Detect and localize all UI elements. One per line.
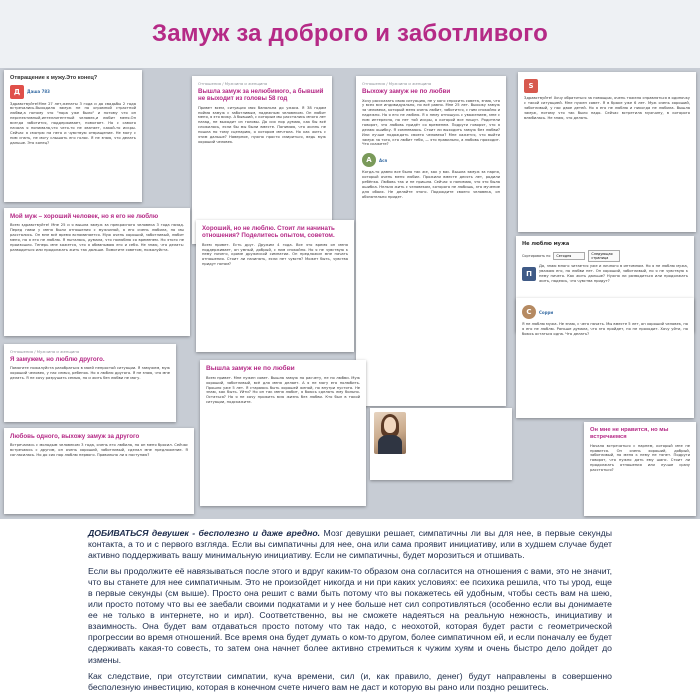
expert-photo bbox=[374, 412, 406, 454]
post-body: Хочу рассказать свою ситуацию, не у кого спросить совета, знаю, что у всех все индивидуально, но всё равно. Мне 25 лет. Выхожу замуж за человека, который меня очень любит, заботится, с ним спокойно и надежно. Но я его не люблю. Я к нему отношусь с уважением, мне с ним интересно, но нет той искры, о которой все пишут. Родители говорят, что любовь придёт со временем. Подруги говорят, что я делаю ошибку. Я сомневаюсь. Стоит ли выходить замуж без любви? Или лучше подождать своего человека? Мне кажется, что выйти замуж за того, кто любит тебя, — это правильно, а любовь проходит. Что скажете? bbox=[362, 98, 500, 147]
avatar: Д bbox=[10, 85, 24, 99]
post-card-married-not-love[interactable] bbox=[200, 360, 366, 506]
paragraph-3: Как следствие, при отсутствии симпатии, куча времени, сил (и, как правило, денег) будут направлены в совершенно бесполезную инвестицию, которая в конечном счете ничего вам не даст и которую вы рано или поздно решитесь. bbox=[88, 670, 612, 692]
post-body: Привет всем, ситуация моя банальна до ужаса. Я 38 годам пойма замуж с заботливым, надежным человеком. Он любит меня, я это вижу. А бывший, с которым мы расстались много лет назад, не выходит из головы. До сих пор думаю, как бы всё сложилось, если бы мы были вместе. Понимаю, что жизнь не пошла по тому сценарию, о котором мечтала. Но как жить с этим дальше? Наверное, нужно просто смириться, ведь муж хороший человек. bbox=[198, 105, 326, 144]
post-title[interactable]: Я замужем, но люблю другого. bbox=[10, 356, 105, 363]
post-body: Всем здравствуйте! Мне 25 и я вышла замуж за прекрасного человека 3 года назад. Перед нами у меня были отношения с мужчиной, я его очень любила, но мы расстались. Он мне всё время вспоминается. Муж очень хороший, заботливый, любит меня, но я его не люблю. Я пыталась, думала, что полюблю со временем. Но этого не произошло. Теперь мне кажется, что я обманываю его и себя. Не знаю, что делать: разводиться или продолжать жить так дальше. Помогите советом, пожалуйста. bbox=[10, 223, 184, 252]
sort-label: Сортировать по bbox=[522, 254, 551, 258]
avatar: С bbox=[522, 305, 536, 319]
post-title[interactable]: Не люблю мужа bbox=[522, 241, 570, 247]
article-text bbox=[0, 519, 700, 699]
post-card-love-another[interactable] bbox=[4, 344, 176, 422]
post-body: Я не люблю мужа. Не знаю, с чего начать. Мы вместе 5 лет, он хороший человек, но я его не люблю. Раньше думала, что это пройдет, но не проходит. Хочу уйти, но боюсь остаться одна. Что делать? bbox=[522, 322, 688, 336]
post-title[interactable]: Вышла замуж за нелюбимого, а бывший не выходит из головы 58 год bbox=[198, 88, 324, 103]
post-title[interactable]: Хороший, но не люблю. Стоит ли начинать отношения? Поделитесь опытом, советом. bbox=[202, 225, 335, 240]
post-title[interactable]: Мой муж – хороший человек, но я его не люблю bbox=[10, 213, 159, 220]
header-banner bbox=[0, 0, 700, 68]
author-name[interactable]: Даша 783 bbox=[27, 89, 50, 95]
post-body: Всем привет. Есть друг. Дружим 4 года. Все это время он меня поддерживает, он умный, добрый, с ним спокойно. Но я не чувствую к нему ничего, кроме дружеской симпатии. Он предложил мне начать отношения. Стоит ли начинать, если нет чувств? Может быть, чувства придут потом? bbox=[202, 242, 348, 267]
post-body: Встречалась с молодым человеком 3 года, очень его любила, но он меня бросил. Сейчас встречаюсь с другим, он очень хороший, заботливый, сделал мне предложение. Я согласилась. Но до сих пор люблю первого. Правильно ли я поступаю? bbox=[10, 443, 188, 458]
screenshot-collage bbox=[0, 68, 700, 519]
post-author bbox=[522, 305, 688, 319]
post-author bbox=[10, 85, 136, 99]
comment-body: Когда-то давно все было так же, как у вас. Вышла замуж за парня, который очень меня любил. Прожили вместе десять лет, родили ребёнка. Любовь так и не пришла. Сейчас я понимаю, что это была ошибка. Нельзя жить с человеком, которого не любишь, это мучение для обоих. Не делайте этого. Подождите своего человека, он обязательно придет. bbox=[362, 170, 500, 199]
post-body: Начала встречаться с парнем, который мне не нравится. Он очень хороший, добрый, заботливый, но меня к нему не тянет. Подруги говорят, что нужно дать ему шанс. Стоит ли продолжать отношения или лучше сразу расстаться? bbox=[590, 443, 690, 473]
page-title: Замуж за доброго и заботливого bbox=[152, 20, 548, 47]
sort-select[interactable]: Сегодня bbox=[553, 252, 585, 260]
avatar: S bbox=[524, 79, 538, 93]
post-category[interactable]: Отношения / Мужчина и женщина bbox=[10, 349, 80, 354]
post-title[interactable]: Он мне не нравится, но мы встречаемся bbox=[590, 427, 669, 440]
post-title[interactable]: Любовь одного, выхожу замуж за другого bbox=[10, 433, 140, 440]
sort-controls bbox=[522, 250, 688, 262]
post-category[interactable]: Отношения / Мужчина и женщина bbox=[198, 81, 268, 86]
post-title[interactable]: Выхожу замуж не по любви bbox=[362, 88, 451, 95]
paragraph-2: Если вы продолжите её навязываться после этого и вдруг каким-то образом она согласится на отношения с вами, это не значит, что вы станете для нее симпатичным. Это не произойдет никогда и ни при каких условиях: ее психика решила, что ты урод, еще в первые секунды (см выше). Просто она решит с вами быть потому что вы покажетесь ей удобным, чтобы сесть вам на шею, или просто потому что вы ее заебали своими подкатами и у нее больше нет сил сопротивляться (особенно если вы донимаете ее не только в интернете, но и ирл). Соответственно, вы не сможете надеяться на реальную нежность, инициативу и взаимность. Она будет вам отдаваться просто потому что так надо, с неохотой, которая будет расти с геометрической прогрессии во время отношений. Все время она будет думать о ком-то другом, более симпатичном ей, и если поначалу ее будет сдерживать какая-то совесть, то затем она начнет более активно стремиться к чужим хуям и очень быстро дело дойдет до измены. bbox=[88, 566, 612, 665]
post-body: Да, знаю много читается уже и личного в интимном. Но я не люблю мужа, уважаю его, но любви нет. Он хороший, заботливый, но я не чувствую к нему ничего. Как жить дальше? Нужно ли разводиться или продолжать жить, надеясь, что чувства придут? bbox=[539, 264, 688, 283]
avatar: П bbox=[522, 267, 536, 281]
post-card-good-man[interactable] bbox=[4, 208, 190, 336]
page-select[interactable]: Следующая страница bbox=[588, 250, 620, 262]
post-card-love-one[interactable] bbox=[4, 428, 194, 514]
post-author bbox=[524, 79, 690, 93]
post-card-help-request[interactable] bbox=[518, 72, 696, 232]
post-title[interactable]: Отвращение к мужу.Это конец? bbox=[10, 75, 98, 81]
post-card-should-start[interactable] bbox=[196, 220, 354, 352]
post-card-disgust[interactable] bbox=[4, 70, 142, 202]
comment-author bbox=[362, 153, 500, 167]
post-body: Здравствуйте! Хочу обратиться за помощью, очень тяжело справляться в одиночку с такой ситуацией. Мне нужен совет. Я в браке уже 6 лет. Муж очень хороший, заботливый, у нас двое детей. Но я его не люблю и никогда не любила. Вышла замуж, потому что так было надо. Сейчас встретила мужчину, в которого влюбилась. Не знаю, что делать. bbox=[524, 96, 690, 120]
post-card-married-unloved[interactable] bbox=[192, 76, 332, 244]
post-body: Всем привет. Мне нужен совет. Вышла замуж по расчету, не по любви. Муж хороший, заботливый, всё для меня делает. А я не могу его полюбить. Прошло уже 5 лет. Я стараюсь быть хорошей женой, но внутри пустота. Не знаю, как быть. Уйти? Но он так меня любит, я боюсь сделать ему больно. Остаться? Но я не хочу прожить всю жизнь без любви. Кто был в такой ситуации, подскажите. bbox=[206, 375, 360, 405]
post-category[interactable]: Отношения / Мужчина и женщина bbox=[362, 81, 432, 86]
post-body: Здравствуйте!Мне 27 лет,женаты 3 года и до свадьбы 2 года встречались.Выходила замуж не по огромной страстной любви,а потому что "пора уже было" и потому что он перспективный,интеллигентный человек,и любит меня.Он всегда заботится, поддерживает, помогает. Но с самого начала я понимала,что чего-то не хватает, какой-то искры. Сейчас я смотрю на него и чувствую отвращение. Не могу с ним спать, не могу слышать его голос. Я не знаю, что делать дальше. Это конец? bbox=[10, 101, 136, 145]
paragraph-lead: ДОБИВАТЬСЯ девушек - бесполезно и даже вредно. bbox=[88, 528, 321, 538]
post-card-not-for-love[interactable] bbox=[356, 76, 506, 406]
post-title[interactable]: Вышла замуж не по любви bbox=[206, 365, 295, 372]
paragraph-1 bbox=[88, 528, 612, 561]
avatar: А bbox=[362, 153, 376, 167]
author-name[interactable]: Сорри bbox=[539, 309, 554, 315]
post-card-sorry[interactable] bbox=[516, 298, 694, 418]
expert-advice-card[interactable] bbox=[370, 408, 512, 480]
post-body: Помогите пожалуйста разобраться в моей непростой ситуации. Я замужем, муж хороший человек, у нас семья, ребенок. Но я люблю другого. Я не знаю, что мне делать. Я не хочу разрушать семью, но и жить без любви не могу. bbox=[10, 366, 170, 381]
post-author bbox=[522, 264, 688, 284]
post-card-not-attracted[interactable] bbox=[584, 422, 696, 516]
paragraph-rest: Мозг девушки решает, симпатичны ли вы для нее, в первые секунды контакта, а то и с первого взгляда. Если вы симпатичны для нее, она или сама проявит инициативу, или в худшем случае будет активно поддерживать вашу минимальную инициативу. Если не симпатичны, будет морозиться и отшивать. bbox=[88, 528, 612, 561]
author-name[interactable]: Ася bbox=[379, 157, 388, 163]
